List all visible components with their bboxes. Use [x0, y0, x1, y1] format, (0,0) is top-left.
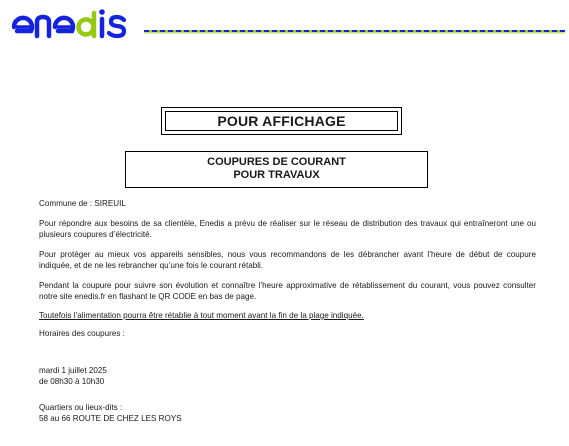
- quartiers-label: Quartiers ou lieux-dits :: [39, 403, 123, 412]
- header-rule-svg: [144, 30, 565, 34]
- coupures-box: [125, 151, 428, 188]
- coupure-date: mardi 1 juillet 2025: [39, 366, 107, 375]
- enedis-logo: [12, 5, 136, 39]
- coupures-title-line2: POUR TRAVAUX: [233, 169, 320, 181]
- enedis-logo-svg: [12, 5, 136, 39]
- affichage-box: [161, 107, 402, 135]
- paragraph-2: Pour protéger au mieux vos appareils sensibles, nous vous recommandons de les débrancher avant l’heure de début de coupure indiquée, et de ne les rebrancher qu’une fois le courant rétabli.: [39, 250, 536, 270]
- header-rule: [144, 30, 565, 34]
- commune-line: Commune de : SIREUIL: [39, 199, 126, 208]
- affichage-title: POUR AFFICHAGE: [165, 111, 398, 131]
- coupures-title-line1: COUPURES DE COURANT: [207, 156, 346, 168]
- coupure-location: 58 au 66 ROUTE DE CHEZ LES ROYS: [39, 414, 182, 423]
- coupure-time-range: de 08h30 à 10h30: [39, 377, 105, 386]
- horaires-label: Horaires des coupures :: [39, 329, 125, 338]
- paragraph-3: Pendant la coupure pour suivre son évolution et connaître l’heure approximative de rétablissement du courant, vous pouvez consulter notre site enedis.fr en flashant le QR CODE en bas de page.: [39, 281, 536, 301]
- paragraph-1: Pour répondre aux besoins de sa clientèle, Enedis a prévu de réaliser sur le réseau de distribution des travaux qui entraîneront une ou plusieurs coupures d’électricité.: [39, 219, 536, 239]
- warning-note: Toutefois l’alimentation pourra être rétablie à tout moment avant la fin de la plage indiquée.: [39, 311, 364, 320]
